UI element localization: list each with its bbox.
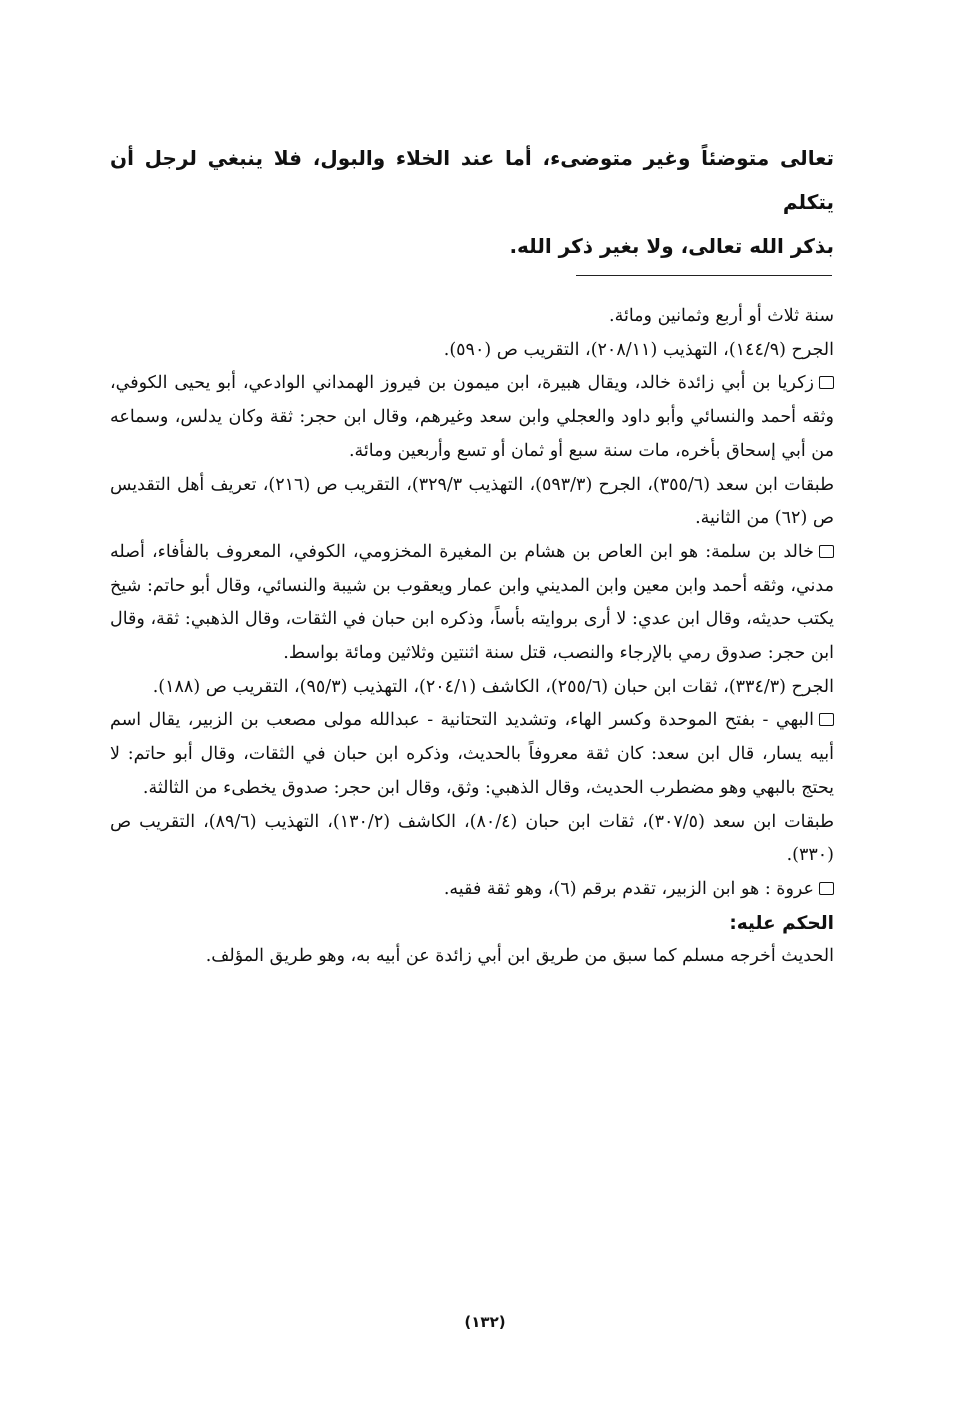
footnote-continuation: سنة ثلاث أو أربع وثمانين ومائة.: [609, 306, 834, 326]
narrator-entry-urwa: [110, 873, 834, 907]
narrator-text: خالد بن سلمة: هو ابن العاص بن هشام بن المغيرة المخزومي، الكوفي، المعروف بالفأفاء، أصله مدني، وثقه أحمد وابن معين وابن المديني وابن عمار ويعقوب بن شيبة والنسائي، وقال أبو حاتم: شيخ يكتب حديثه، وقال ابن عدي: لا أرى بروايته بأساً، وذكره ابن حبان في الثقات، وقال الذهبي: ثقة، وقال ابن حجر: صدوق رمي بالإرجاء والنصب، قتل سنة اثنتين وثلاثين ومائة بواسط.: [110, 541, 835, 664]
checkbox-bullet-icon: [819, 713, 834, 726]
ruling-text: الحديث أخرجه مسلم كما سبق من طريق ابن أبي زائدة عن أبيه به، وهو طريق المؤلف.: [205, 946, 834, 967]
footnote-references: الجرح (١٤٤/٩)، التهذيب (٢٠٨/١١)، التقريب ص (٥٩٠).: [443, 339, 834, 360]
footnote-separator: [576, 275, 832, 276]
checkbox-bullet-icon: [819, 882, 834, 895]
narrator-text: عروة : هو ابن الزبير، تقدم برقم (٦)، وهو ثقة فقيه.: [443, 878, 814, 899]
narrator-entry-khalid: [110, 536, 834, 671]
checkbox-bullet-icon: [819, 545, 834, 558]
main-text-line: تعالى متوضئاً وغير متوضىء، أما عند الخلاء والبول، فلا ينبغي لرجل أن يتكلم: [110, 146, 834, 214]
ruling-heading: الحكم عليه:: [729, 912, 834, 934]
main-text: [110, 136, 834, 268]
footnote-references: الجرح (٣٣٤/٣)، ثقات ابن حبان (٢٥٥/٦)، الكاشف (٢٠٤/١)، التهذيب (٩٥/٣)، التقريب ص (١٨٨).: [152, 676, 834, 697]
narrator-text: البهي - بفتح الموحدة وكسر الهاء، وتشديد التحتانية - عبدالله مولى مصعب بن الزبير، يقال اسم أبيه يسار، قال ابن سعد: كان ثقة معروفاً بالحديث، وذكره ابن حبان في الثقات، وقال أبو حاتم: لا يحتج بالبهي وهو مضطرب الحديث، وقال الذهبي: وثق، وقال ابن حجر: صدوق يخطىء من الثالثة.: [110, 710, 834, 798]
main-text-line: بذكر الله تعالى، ولا بغير ذكر الله.: [509, 234, 834, 258]
narrator-entry-zakariya: [110, 367, 834, 468]
page-number: (١٣٢): [464, 1313, 506, 1331]
checkbox-bullet-icon: [819, 376, 834, 389]
narrator-entry-albahi: [110, 704, 834, 805]
footnote-references: طبقات ابن سعد (٣٠٧/٥)، ثقات ابن حبان (٨٠/٤)، الكاشف (١٣٠/٢)، التهذيب (٨٩/٦)، التقريب ص (٣٣٠).: [110, 811, 835, 866]
footnotes: [110, 300, 834, 974]
footnote-references: طبقات ابن سعد (٣٥٥/٦)، الجرح (٥٩٣/٣)، التهذيب ٣٢٩/٣)، التقريب ص (٢١٦)، تعريف أهل التقديس ص (٦٢) من الثانية.: [110, 474, 834, 529]
narrator-text: زكريا بن أبي زائدة خالد، ويقال هبيرة، ابن ميمون بن فيروز الهمداني الوادعي، أبو يحيى الكوفي، وثقه أحمد والنسائي وأبو داود والعجلي وابن سعد وغيرهم، وقال ابن حجر: ثقة وكان يدلس، وسماعه من أبي إسحاق بأخره، مات سنة سبع أو ثمان أو تسع وأربعين ومائة.: [110, 373, 834, 461]
